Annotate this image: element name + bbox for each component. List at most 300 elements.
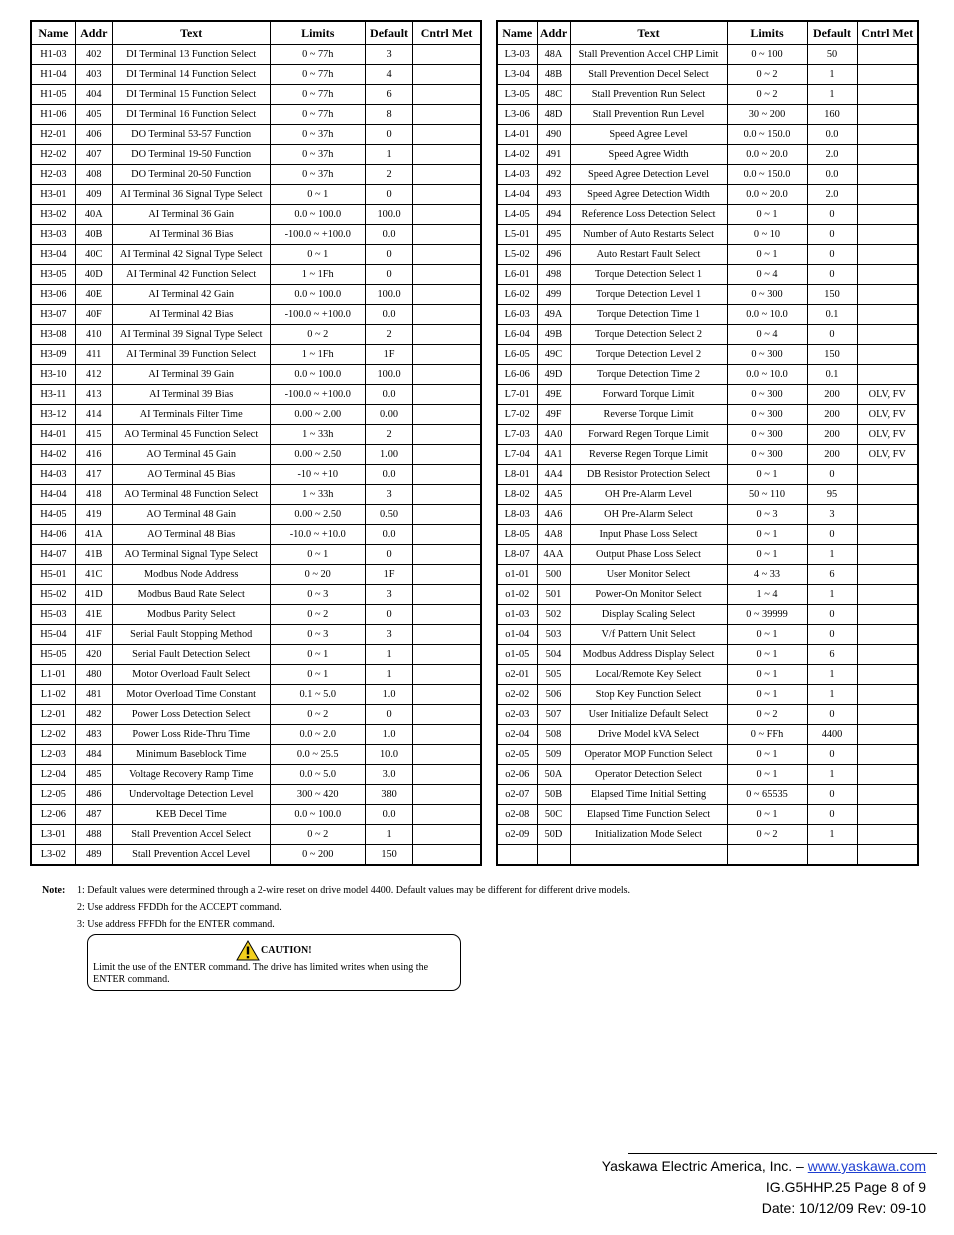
cell-cntrl-met: OLV, FV	[857, 385, 918, 405]
cell-addr: 402	[75, 45, 112, 65]
cell-limits: 50 ~ 110	[727, 485, 807, 505]
table-row	[31, 425, 481, 445]
cell-name: L4-05	[497, 205, 537, 225]
column-header-limits: Limits	[270, 21, 365, 45]
cell-name: H4-02	[31, 445, 75, 465]
cell-limits: 0 ~ 1	[270, 185, 365, 205]
cell-limits: 0.0 ~ 150.0	[727, 165, 807, 185]
cell-limits: 0 ~ 2	[727, 705, 807, 725]
table-row	[497, 725, 918, 745]
cell-name: L3-06	[497, 105, 537, 125]
cell-limits: 0 ~ 1	[727, 545, 807, 565]
cell-default: 0	[807, 605, 857, 625]
cell-default: 4400	[807, 725, 857, 745]
cell-addr: 4A5	[537, 485, 570, 505]
cell-limits: -100.0 ~ +100.0	[270, 225, 365, 245]
note-item	[42, 882, 630, 899]
footer-date-rev: Date: 10/12/09 Rev: 09-10	[761, 1200, 926, 1216]
cell-limits: 0 ~ 37h	[270, 165, 365, 185]
cell-text: DO Terminal 19-50 Function	[112, 145, 270, 165]
cell-cntrl-met: OLV, FV	[857, 405, 918, 425]
cell-name: o2-02	[497, 685, 537, 705]
cell-text: Torque Detection Select 2	[570, 325, 727, 345]
cell-name: H4-01	[31, 425, 75, 445]
cell-name: H5-02	[31, 585, 75, 605]
cell-default: 1	[807, 825, 857, 845]
cell-default: 2	[365, 425, 412, 445]
cell-text: Reference Loss Detection Select	[570, 205, 727, 225]
cell-limits: 0 ~ 2	[727, 65, 807, 85]
cell-text: Auto Restart Fault Select	[570, 245, 727, 265]
cell-addr: 480	[75, 665, 112, 685]
cell-cntrl-met	[413, 765, 481, 785]
cell-cntrl-met	[857, 505, 918, 525]
cell-cntrl-met	[857, 705, 918, 725]
cell-text: Display Scaling Select	[570, 605, 727, 625]
table-row	[31, 265, 481, 285]
cell-text: Number of Auto Restarts Select	[570, 225, 727, 245]
cell-addr: 489	[75, 845, 112, 866]
cell-addr: 417	[75, 465, 112, 485]
cell-default: 1	[365, 825, 412, 845]
cell-addr: 50C	[537, 805, 570, 825]
cell-addr: 50D	[537, 825, 570, 845]
cell-addr: 495	[537, 225, 570, 245]
cell-addr: 498	[537, 265, 570, 285]
cell-default: 150	[807, 345, 857, 365]
cell-name: H5-01	[31, 565, 75, 585]
cell-limits: 0.00 ~ 2.50	[270, 445, 365, 465]
table-row	[497, 685, 918, 705]
cell-default: 0	[807, 265, 857, 285]
column-header-addr: Addr	[537, 21, 570, 45]
table-row	[497, 805, 918, 825]
cell-addr: 486	[75, 785, 112, 805]
cell-cntrl-met	[413, 685, 481, 705]
cell-limits: 0.0 ~ 5.0	[270, 765, 365, 785]
cell-limits: 0 ~ 3	[727, 505, 807, 525]
column-header-cntrl-met: Cntrl Met	[413, 21, 481, 45]
table-row	[31, 725, 481, 745]
table-row	[497, 225, 918, 245]
cell-limits: 0 ~ 77h	[270, 65, 365, 85]
cell-cntrl-met	[413, 425, 481, 445]
cell-default: 2	[365, 165, 412, 185]
cell-text: Elapsed Time Function Select	[570, 805, 727, 825]
cell-addr: 408	[75, 165, 112, 185]
cell-text: Power Loss Detection Select	[112, 705, 270, 725]
cell-cntrl-met	[857, 65, 918, 85]
page-footer	[602, 1156, 926, 1219]
cell-default: 0.0	[365, 805, 412, 825]
cell-text: Speed Agree Detection Level	[570, 165, 727, 185]
table-row	[497, 605, 918, 625]
table-row	[497, 565, 918, 585]
table-row	[31, 825, 481, 845]
cell-cntrl-met	[857, 305, 918, 325]
cell-addr: 405	[75, 105, 112, 125]
cell-text: Stall Prevention Run Select	[570, 85, 727, 105]
cell-addr: 494	[537, 205, 570, 225]
cell-limits: 0 ~ 77h	[270, 45, 365, 65]
cell-addr: 4AA	[537, 545, 570, 565]
footer-company: Yaskawa Electric America, Inc. –	[601, 1158, 808, 1174]
cell-limits: 0 ~ 1	[727, 205, 807, 225]
cell-addr: 502	[537, 605, 570, 625]
cell-text: Modbus Parity Select	[112, 605, 270, 625]
table-row	[497, 145, 918, 165]
cell-text: Torque Detection Time 2	[570, 365, 727, 385]
cell-default: 1	[807, 765, 857, 785]
cell-default: 1	[365, 145, 412, 165]
cell-name: L2-01	[31, 705, 75, 725]
cell-limits: 0 ~ FFh	[727, 725, 807, 745]
table-row	[497, 465, 918, 485]
cell-cntrl-met	[413, 205, 481, 225]
cell-text: Undervoltage Detection Level	[112, 785, 270, 805]
cell-cntrl-met	[857, 145, 918, 165]
cell-addr: 403	[75, 65, 112, 85]
table-row	[497, 165, 918, 185]
table-row	[497, 625, 918, 645]
cell-limits: 1 ~ 33h	[270, 425, 365, 445]
cell-cntrl-met	[857, 825, 918, 845]
cell-name: L8-03	[497, 505, 537, 525]
cell-name: H3-07	[31, 305, 75, 325]
table-row	[497, 525, 918, 545]
cell-text: User Monitor Select	[570, 565, 727, 585]
table-row	[31, 605, 481, 625]
cell-text: Power Loss Ride-Thru Time	[112, 725, 270, 745]
cell-cntrl-met	[857, 525, 918, 545]
cell-name: L4-02	[497, 145, 537, 165]
cell-addr: 4A4	[537, 465, 570, 485]
cell-addr: 414	[75, 405, 112, 425]
yaskawa-website-link[interactable]: www.yaskawa.com	[807, 1158, 926, 1174]
cell-name: L4-03	[497, 165, 537, 185]
cell-cntrl-met	[857, 185, 918, 205]
cell-limits: 0 ~ 1	[727, 685, 807, 705]
cell-name: L6-04	[497, 325, 537, 345]
cell-addr: 41B	[75, 545, 112, 565]
parameter-table-right	[496, 20, 919, 866]
table-row	[31, 325, 481, 345]
cell-name: H3-01	[31, 185, 75, 205]
cell-cntrl-met	[413, 505, 481, 525]
cell-cntrl-met	[857, 125, 918, 145]
cell-text: Output Phase Loss Select	[570, 545, 727, 565]
cell-default: 4	[365, 65, 412, 85]
cell-text: Initialization Mode Select	[570, 825, 727, 845]
cell-name: H3-03	[31, 225, 75, 245]
cell-default: 0	[807, 325, 857, 345]
cell-addr: 40C	[75, 245, 112, 265]
cell-cntrl-met	[857, 625, 918, 645]
cell-cntrl-met	[413, 125, 481, 145]
cell-default: 0	[365, 265, 412, 285]
cell-addr: 4A8	[537, 525, 570, 545]
cell-cntrl-met	[413, 725, 481, 745]
cell-cntrl-met	[857, 785, 918, 805]
cell-limits: 0 ~ 3	[270, 585, 365, 605]
cell-addr: 404	[75, 85, 112, 105]
column-header-name: Name	[497, 21, 537, 45]
table-row	[497, 305, 918, 325]
cell-default: 200	[807, 425, 857, 445]
table-row	[497, 105, 918, 125]
cell-cntrl-met	[413, 485, 481, 505]
cell-limits: 0 ~ 100	[727, 45, 807, 65]
cell-addr: 410	[75, 325, 112, 345]
cell-limits: 0.0 ~ 100.0	[270, 805, 365, 825]
table-row	[497, 425, 918, 445]
cell-limits: 0.0 ~ 20.0	[727, 145, 807, 165]
cell-default: 2.0	[807, 185, 857, 205]
cell-addr: 48A	[537, 45, 570, 65]
cell-default: 1	[807, 85, 857, 105]
cell-name: o1-03	[497, 605, 537, 625]
cell-text: AI Terminal 42 Function Select	[112, 265, 270, 285]
cell-default: 2.0	[807, 145, 857, 165]
cell-default: 380	[365, 785, 412, 805]
cell-addr: 409	[75, 185, 112, 205]
table-row	[497, 705, 918, 725]
cell-name: L3-03	[497, 45, 537, 65]
table-row	[31, 545, 481, 565]
cell-default: 1.0	[365, 685, 412, 705]
cell-addr: 4A0	[537, 425, 570, 445]
cell-cntrl-met	[857, 345, 918, 365]
cell-default: 1	[365, 645, 412, 665]
cell-limits: 0 ~ 300	[727, 285, 807, 305]
cell-cntrl-met	[413, 265, 481, 285]
cell-limits: 0 ~ 37h	[270, 125, 365, 145]
cell-name: L6-02	[497, 285, 537, 305]
cell-text: Stall Prevention Decel Select	[570, 65, 727, 85]
table-row	[31, 805, 481, 825]
column-header-limits: Limits	[727, 21, 807, 45]
cell-addr: 49B	[537, 325, 570, 345]
cell-addr: 496	[537, 245, 570, 265]
cell-name: L7-04	[497, 445, 537, 465]
table-row	[31, 205, 481, 225]
cell-addr: 500	[537, 565, 570, 585]
cell-addr: 41C	[75, 565, 112, 585]
cell-cntrl-met	[857, 45, 918, 65]
cell-default: 1	[807, 65, 857, 85]
cell-text: AI Terminal 39 Signal Type Select	[112, 325, 270, 345]
cell-text: AI Terminal 36 Signal Type Select	[112, 185, 270, 205]
cell-text: Speed Agree Width	[570, 145, 727, 165]
table-row	[31, 65, 481, 85]
cell-cntrl-met: OLV, FV	[857, 425, 918, 445]
table-row	[31, 465, 481, 485]
cell-limits: 0.0 ~ 100.0	[270, 205, 365, 225]
cell-default: 0	[807, 705, 857, 725]
cell-default	[807, 845, 857, 866]
cell-name: o2-06	[497, 765, 537, 785]
cell-cntrl-met	[413, 465, 481, 485]
cell-text: DI Terminal 15 Function Select	[112, 85, 270, 105]
cell-name: L8-07	[497, 545, 537, 565]
cell-addr: 418	[75, 485, 112, 505]
cell-default: 200	[807, 385, 857, 405]
table-row	[31, 365, 481, 385]
footer-doc-page: IG.G5HHP.25 Page 8 of 9	[765, 1179, 926, 1195]
cell-limits: -100.0 ~ +100.0	[270, 305, 365, 325]
cell-addr: 49E	[537, 385, 570, 405]
cell-cntrl-met	[857, 325, 918, 345]
cell-addr: 504	[537, 645, 570, 665]
table-row	[31, 405, 481, 425]
table-row	[31, 505, 481, 525]
cell-addr: 509	[537, 745, 570, 765]
cell-text: AO Terminal Signal Type Select	[112, 545, 270, 565]
cell-addr: 4A6	[537, 505, 570, 525]
cell-limits: 0 ~ 4	[727, 265, 807, 285]
cell-text: OH Pre-Alarm Select	[570, 505, 727, 525]
cell-limits: 0.0 ~ 100.0	[270, 285, 365, 305]
cell-cntrl-met	[857, 565, 918, 585]
cell-cntrl-met	[413, 285, 481, 305]
cell-name: o2-07	[497, 785, 537, 805]
cell-cntrl-met	[857, 605, 918, 625]
cell-text: Motor Overload Fault Select	[112, 665, 270, 685]
cell-default: 0	[807, 805, 857, 825]
cell-default: 1	[807, 545, 857, 565]
cell-name: H5-04	[31, 625, 75, 645]
cell-name: L7-03	[497, 425, 537, 445]
cell-text: AO Terminal 48 Function Select	[112, 485, 270, 505]
column-header-text: Text	[112, 21, 270, 45]
cell-default: 0	[807, 205, 857, 225]
cell-addr: 508	[537, 725, 570, 745]
cell-cntrl-met	[413, 745, 481, 765]
caution-body: Limit the use of the ENTER command. The drive has limited writes when using the ENTER command.	[93, 962, 429, 985]
column-header-default: Default	[807, 21, 857, 45]
cell-text: Stop Key Function Select	[570, 685, 727, 705]
cell-text: Operator Detection Select	[570, 765, 727, 785]
caution-title: CAUTION!	[261, 945, 312, 956]
cell-default: 100.0	[365, 365, 412, 385]
cell-limits: 0 ~ 77h	[270, 85, 365, 105]
cell-addr: 41E	[75, 605, 112, 625]
table-row	[497, 265, 918, 285]
cell-limits: 0 ~ 1	[727, 805, 807, 825]
cell-default: 1	[365, 665, 412, 685]
cell-default: 8	[365, 105, 412, 125]
cell-name: H2-01	[31, 125, 75, 145]
cell-addr: 488	[75, 825, 112, 845]
cell-name: H3-04	[31, 245, 75, 265]
table-row	[31, 125, 481, 145]
footer-company-line	[602, 1156, 926, 1177]
table-row	[31, 445, 481, 465]
cell-cntrl-met	[413, 65, 481, 85]
cell-cntrl-met	[413, 85, 481, 105]
cell-default: 0	[365, 185, 412, 205]
cell-text: V/f Pattern Unit Select	[570, 625, 727, 645]
cell-text: Minimum Baseblock Time	[112, 745, 270, 765]
cell-name: L2-06	[31, 805, 75, 825]
cell-text: AO Terminal 45 Function Select	[112, 425, 270, 445]
cell-cntrl-met	[857, 265, 918, 285]
cell-default: 0	[365, 705, 412, 725]
cell-cntrl-met	[857, 765, 918, 785]
cell-limits: 0 ~ 2	[727, 85, 807, 105]
cell-text: Torque Detection Level 1	[570, 285, 727, 305]
cell-default: 1F	[365, 345, 412, 365]
cell-limits: 1 ~ 1Fh	[270, 345, 365, 365]
cell-cntrl-met	[857, 645, 918, 665]
cell-limits: 0 ~ 300	[727, 425, 807, 445]
table-row	[31, 645, 481, 665]
cell-text: Stall Prevention Accel Level	[112, 845, 270, 866]
column-header-name: Name	[31, 21, 75, 45]
cell-limits: 300 ~ 420	[270, 785, 365, 805]
table-row	[31, 245, 481, 265]
cell-text: AO Terminal 45 Gain	[112, 445, 270, 465]
cell-text: Modbus Node Address	[112, 565, 270, 585]
cell-name: H3-06	[31, 285, 75, 305]
cell-cntrl-met	[413, 605, 481, 625]
cell-text: AI Terminal 42 Signal Type Select	[112, 245, 270, 265]
cell-addr: 490	[537, 125, 570, 145]
cell-name: H5-03	[31, 605, 75, 625]
table-row	[31, 705, 481, 725]
cell-cntrl-met	[413, 105, 481, 125]
cell-addr: 41A	[75, 525, 112, 545]
table-row	[497, 765, 918, 785]
note-text: 1: Default values were determined through a 2-wire reset on drive model 4400. Default values may be different for different drive models.	[77, 885, 631, 896]
cell-limits: 0.0 ~ 20.0	[727, 185, 807, 205]
cell-name: H1-04	[31, 65, 75, 85]
cell-name: L6-03	[497, 305, 537, 325]
cell-cntrl-met	[857, 85, 918, 105]
table-row	[497, 85, 918, 105]
cell-limits: 0.0 ~ 150.0	[727, 125, 807, 145]
cell-limits: 0 ~ 2	[270, 825, 365, 845]
cell-limits: 30 ~ 200	[727, 105, 807, 125]
cell-name: L7-02	[497, 405, 537, 425]
cell-text: KEB Decel Time	[112, 805, 270, 825]
cell-name: H2-03	[31, 165, 75, 185]
cell-limits: 0.0 ~ 25.5	[270, 745, 365, 765]
cell-default: 3.0	[365, 765, 412, 785]
cell-addr: 481	[75, 685, 112, 705]
cell-name: H4-07	[31, 545, 75, 565]
cell-addr: 40B	[75, 225, 112, 245]
cell-text: Drive Model kVA Select	[570, 725, 727, 745]
note-text: 3: Use address FFFDh for the ENTER command.	[77, 919, 275, 930]
cell-default: 3	[807, 505, 857, 525]
cell-default: 1	[807, 685, 857, 705]
cell-name: L8-02	[497, 485, 537, 505]
table-row	[31, 585, 481, 605]
table-row	[31, 165, 481, 185]
cell-text: Reverse Torque Limit	[570, 405, 727, 425]
cell-default: 0.00	[365, 405, 412, 425]
table-row	[497, 345, 918, 365]
cell-addr: 420	[75, 645, 112, 665]
cell-default: 0	[807, 745, 857, 765]
cell-name: o2-05	[497, 745, 537, 765]
cell-limits: 0 ~ 1	[270, 545, 365, 565]
cell-limits: 0 ~ 1	[270, 245, 365, 265]
cell-text: Reverse Regen Torque Limit	[570, 445, 727, 465]
table-row	[497, 485, 918, 505]
cell-default: 0	[807, 225, 857, 245]
